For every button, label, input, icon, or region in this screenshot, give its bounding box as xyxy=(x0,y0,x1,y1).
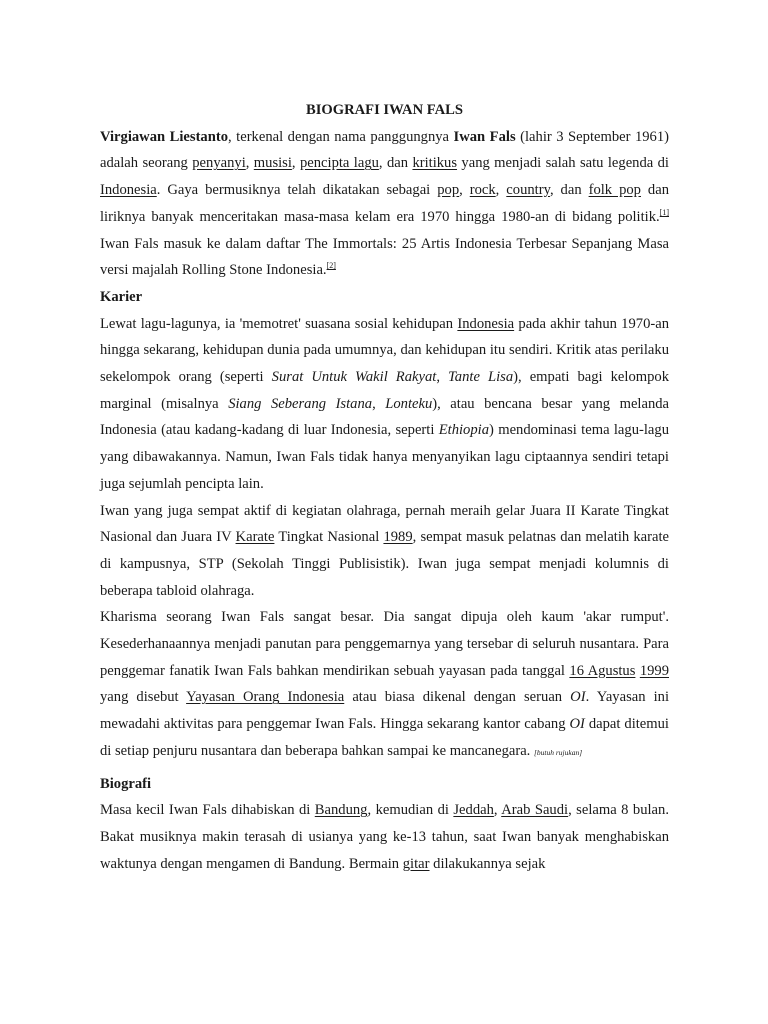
italic-text: Tante Lisa xyxy=(448,369,514,386)
intro-paragraph xyxy=(100,124,669,284)
document-body xyxy=(100,97,669,877)
text-run: , sempat masuk pelatnas dan melatih karate di kampusnya, STP (Sekolah Tinggi Publisistik). Iwan juga sempat menjadi kolumnis di beberapa tabloid olahraga. xyxy=(100,529,670,599)
link-text[interactable]: pop xyxy=(437,182,460,199)
document-title: BIOGRAFI IWAN FALS xyxy=(305,102,464,118)
text-run: ) mendominasi tema lagu-lagu yang dibawakannya. Namun, Iwan Fals tidak hanya menyanyikan lagu ciptaannya sendiri tetapi juga sejumlah pencipta lain. xyxy=(100,422,669,492)
link-text[interactable]: Arab Saudi xyxy=(501,802,569,819)
reference-link[interactable]: [1] xyxy=(659,207,669,217)
link-text[interactable]: gitar xyxy=(402,855,430,872)
text-run: , kemudian di xyxy=(367,802,454,819)
link-text[interactable]: penyanyi xyxy=(192,155,246,172)
link-text[interactable]: 1989 xyxy=(383,529,413,546)
karier-paragraph-2 xyxy=(100,498,669,605)
italic-text: Lonteku xyxy=(385,395,433,412)
text-run: (lahir 3 September 1961) adalah seorang xyxy=(100,128,670,172)
text-run: , xyxy=(459,182,470,199)
text-run: , selama 8 bulan. Bakat musiknya makin terasah di usianya yang ke-13 tahun, saat Iwan banyak menghabiskan waktunya dengan mengamen di Bandung. Bermain xyxy=(100,802,669,872)
italic-text: Ethiopia xyxy=(438,422,490,439)
text-run: , xyxy=(245,155,254,172)
link-text[interactable]: Bandung xyxy=(314,802,368,819)
text-run: dan liriknya banyak menceritakan masa-masa kelam era 1970 hingga 1980-an di bidang politik. xyxy=(100,182,670,225)
text-run: Masa kecil Iwan Fals dihabiskan di xyxy=(100,802,315,819)
text-run: Lewat lagu-lagunya, ia 'memotret' suasana sosial kehidupan xyxy=(100,315,458,332)
link-text[interactable]: country xyxy=(506,182,550,199)
text-run: atau biasa dikenal dengan seruan xyxy=(344,689,571,706)
text-run: , xyxy=(291,155,300,172)
bold-text: Virgiawan Liestanto xyxy=(100,128,229,145)
text-run: ), atau bencana besar yang melanda Indonesia (atau kadang-kadang di luar Indonesia, seperti xyxy=(100,395,670,439)
text-run: , terkenal dengan nama panggungnya xyxy=(228,128,454,145)
link-text[interactable]: Indonesia xyxy=(457,315,515,332)
link-text[interactable]: kritikus xyxy=(412,155,458,172)
italic-text: OI xyxy=(570,689,586,706)
text-run: pada akhir tahun 1970-an hingga sekarang, kehidupan dunia pada umumnya, dan kehidupan itu sendiri. Kritik atas perilaku sekelompok orang (seperti xyxy=(100,315,670,386)
text-run: Iwan Fals masuk ke dalam daftar The Immortals: 25 Artis Indonesia Terbesar Sepanjang Masa versi majalah Rolling Stone Indonesia. xyxy=(100,235,669,279)
italic-text: Siang Seberang Istana xyxy=(228,395,373,412)
section-heading-biografi: Biografi xyxy=(100,775,152,792)
link-text[interactable]: Yayasan Orang Indonesia xyxy=(186,689,345,706)
link-text[interactable]: Karate xyxy=(235,529,275,546)
link-text[interactable]: Jeddah xyxy=(453,802,494,819)
section-heading-karier: Karier xyxy=(100,288,143,305)
link-text[interactable]: rock xyxy=(469,182,496,199)
text-run: Kharisma seorang Iwan Fals sangat besar. Dia sangat dipuja oleh kaum 'akar rumput'. Kesederhanaannya menjadi panutan para penggemarnya yang tersebar di seluruh nusantara. Para penggemar fanatik Iwan Fals bahkan mendirikan sebuah yayasan pada tanggal xyxy=(100,609,669,679)
text-run: . Yayasan ini mewadahi aktivitas para penggemar Iwan Fals. Hingga sekarang kantor cabang xyxy=(100,689,669,733)
text-run: yang disebut xyxy=(100,689,187,706)
italic-text: OI xyxy=(569,716,585,733)
text-run: ), empati bagi kelompok marginal (misalnya xyxy=(100,369,670,412)
link-text[interactable]: Indonesia xyxy=(100,182,157,199)
text-run: Iwan yang juga sempat aktif di kegiatan olahraga, pernah meraih gelar Juara II Karate Tingkat Nasional dan Juara IV xyxy=(100,502,669,546)
link-text[interactable]: 16 Agustus xyxy=(569,662,636,679)
reference-link[interactable]: [2] xyxy=(326,261,336,271)
text-run: , xyxy=(493,802,502,819)
link-text[interactable]: musisi xyxy=(253,155,292,172)
text-run: dilakukannya sejak xyxy=(429,855,546,872)
link-text[interactable]: 1999 xyxy=(639,662,669,679)
karier-paragraph-3 xyxy=(100,604,669,764)
citation-needed-note: [butuh rujukan] xyxy=(533,747,583,757)
text-run: , dan xyxy=(378,155,413,172)
link-text[interactable]: folk pop xyxy=(588,182,641,199)
italic-text: Surat Untuk Wakil Rakyat xyxy=(271,369,437,386)
karier-paragraph-1 xyxy=(100,311,669,498)
bold-text: Iwan Fals xyxy=(453,128,516,145)
text-run: . Gaya bermusiknya telah dikatakan sebagai xyxy=(156,182,438,199)
link-text[interactable]: pencipta lagu xyxy=(299,155,379,172)
text-run: , xyxy=(495,182,507,199)
text-run: , xyxy=(436,369,449,386)
biografi-paragraph-1 xyxy=(100,797,669,877)
text-run: , xyxy=(372,395,386,412)
text-run: , dan xyxy=(549,182,589,199)
text-run: yang menjadi salah satu legenda di xyxy=(457,155,669,172)
text-run: dapat ditemui di setiap penjuru nusantara dan beberapa bahkan sampai ke mancanegara. xyxy=(100,716,669,759)
text-run: Tingkat Nasional xyxy=(274,529,384,546)
